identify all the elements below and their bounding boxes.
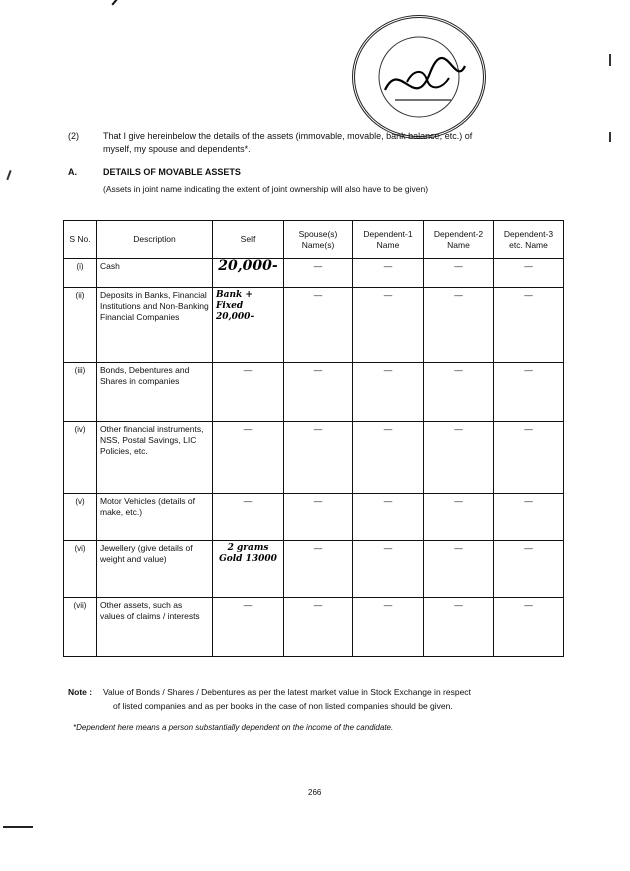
row-dep1-value: — [353, 541, 424, 597]
row-dep1-value: — [353, 259, 424, 288]
row-dep2-value: — [424, 259, 494, 288]
row-description: Bonds, Debentures and Shares in companies [97, 363, 213, 421]
row-dep3-value: — [494, 287, 564, 363]
row-self-value: — [213, 363, 284, 421]
note-label: Note : [68, 687, 93, 697]
row-sno: (vii) [64, 597, 97, 656]
row-description: Jewellery (give details of weight and value) [97, 541, 213, 597]
row-spouse-value: — [284, 541, 353, 597]
row-sno: (ii) [64, 287, 97, 363]
movable-assets-table [63, 220, 564, 657]
table-row [64, 421, 564, 494]
scan-mark-right [609, 54, 611, 66]
row-dep2-value: — [424, 287, 494, 363]
row-spouse-value: — [284, 421, 353, 494]
scan-mark-bottom-left [3, 826, 33, 828]
signature-graphic [355, 18, 483, 136]
row-dep2-value: — [424, 421, 494, 494]
row-spouse-value: — [284, 494, 353, 541]
declaration-line-2: myself, my spouse and dependents*. [103, 144, 251, 154]
row-dep3-value: — [494, 421, 564, 494]
note-line-1: Value of Bonds / Shares / Debentures as per the latest market value in Stock Exchange in respect [103, 687, 471, 697]
row-dep1-value: — [353, 597, 424, 656]
row-spouse-value: — [284, 597, 353, 656]
scan-mark-left [6, 170, 11, 180]
table-row [64, 363, 564, 421]
row-self-value: — [213, 597, 284, 656]
row-dep1-value: — [353, 363, 424, 421]
row-self-value: Bank + Fixed 20,000- [213, 287, 284, 363]
table-row [64, 541, 564, 597]
table-row [64, 494, 564, 541]
row-spouse-value: — [284, 363, 353, 421]
row-sno: (v) [64, 494, 97, 541]
table-row [64, 597, 564, 656]
header-sno: S No. [64, 221, 97, 259]
scan-mark-right-2 [609, 132, 611, 142]
row-dep1-value: — [353, 287, 424, 363]
official-seal [352, 15, 486, 139]
row-spouse-value: — [284, 259, 353, 288]
row-sno: (iii) [64, 363, 97, 421]
row-self-value: 20,000- [213, 259, 284, 288]
row-description: Deposits in Banks, Financial Institutions and Non-Banking Financial Companies [97, 287, 213, 363]
section-title: DETAILS OF MOVABLE ASSETS [103, 167, 241, 177]
row-self-value: 2 grams Gold 13000 [213, 541, 284, 597]
row-description: Cash [97, 259, 213, 288]
row-dep3-value: — [494, 541, 564, 597]
declaration-number: (2) [68, 131, 79, 141]
table-header-row [64, 221, 564, 259]
header-dependent-3: Dependent-3 etc. Name [494, 221, 564, 259]
row-self-value: — [213, 421, 284, 494]
table-row [64, 259, 564, 288]
header-spouse: Spouse(s) Name(s) [284, 221, 353, 259]
header-self: Self [213, 221, 284, 259]
row-dep2-value: — [424, 494, 494, 541]
row-sno: (iv) [64, 421, 97, 494]
table-row [64, 287, 564, 363]
row-dep2-value: — [424, 541, 494, 597]
row-dep3-value: — [494, 597, 564, 656]
row-sno: (vi) [64, 541, 97, 597]
row-dep2-value: — [424, 597, 494, 656]
row-spouse-value: — [284, 287, 353, 363]
row-dep3-value: — [494, 363, 564, 421]
note-line-2: of listed companies and as per books in the case of non listed companies should be given. [113, 701, 453, 711]
row-description: Other assets, such as values of claims / interests [97, 597, 213, 656]
row-dep1-value: — [353, 494, 424, 541]
dependent-footnote: *Dependent here means a person substantially dependent on the income of the candidate. [73, 723, 394, 732]
page-number: 266 [308, 788, 322, 797]
declaration-line-1: That I give hereinbelow the details of the assets (immovable, movable, bank balance, etc.) of [103, 131, 473, 141]
scan-stroke-top [111, 0, 124, 5]
row-dep1-value: — [353, 421, 424, 494]
row-description: Other financial instruments, NSS, Postal Savings, LIC Policies, etc. [97, 421, 213, 494]
section-letter: A. [68, 167, 77, 177]
row-dep2-value: — [424, 363, 494, 421]
header-description: Description [97, 221, 213, 259]
row-description: Motor Vehicles (details of make, etc.) [97, 494, 213, 541]
row-dep3-value: — [494, 259, 564, 288]
header-dependent-1: Dependent-1 Name [353, 221, 424, 259]
row-sno: (i) [64, 259, 97, 288]
section-subtitle: (Assets in joint name indicating the extent of joint ownership will also have to be given) [103, 184, 429, 194]
row-self-value: — [213, 494, 284, 541]
row-dep3-value: — [494, 494, 564, 541]
header-dependent-2: Dependent-2 Name [424, 221, 494, 259]
